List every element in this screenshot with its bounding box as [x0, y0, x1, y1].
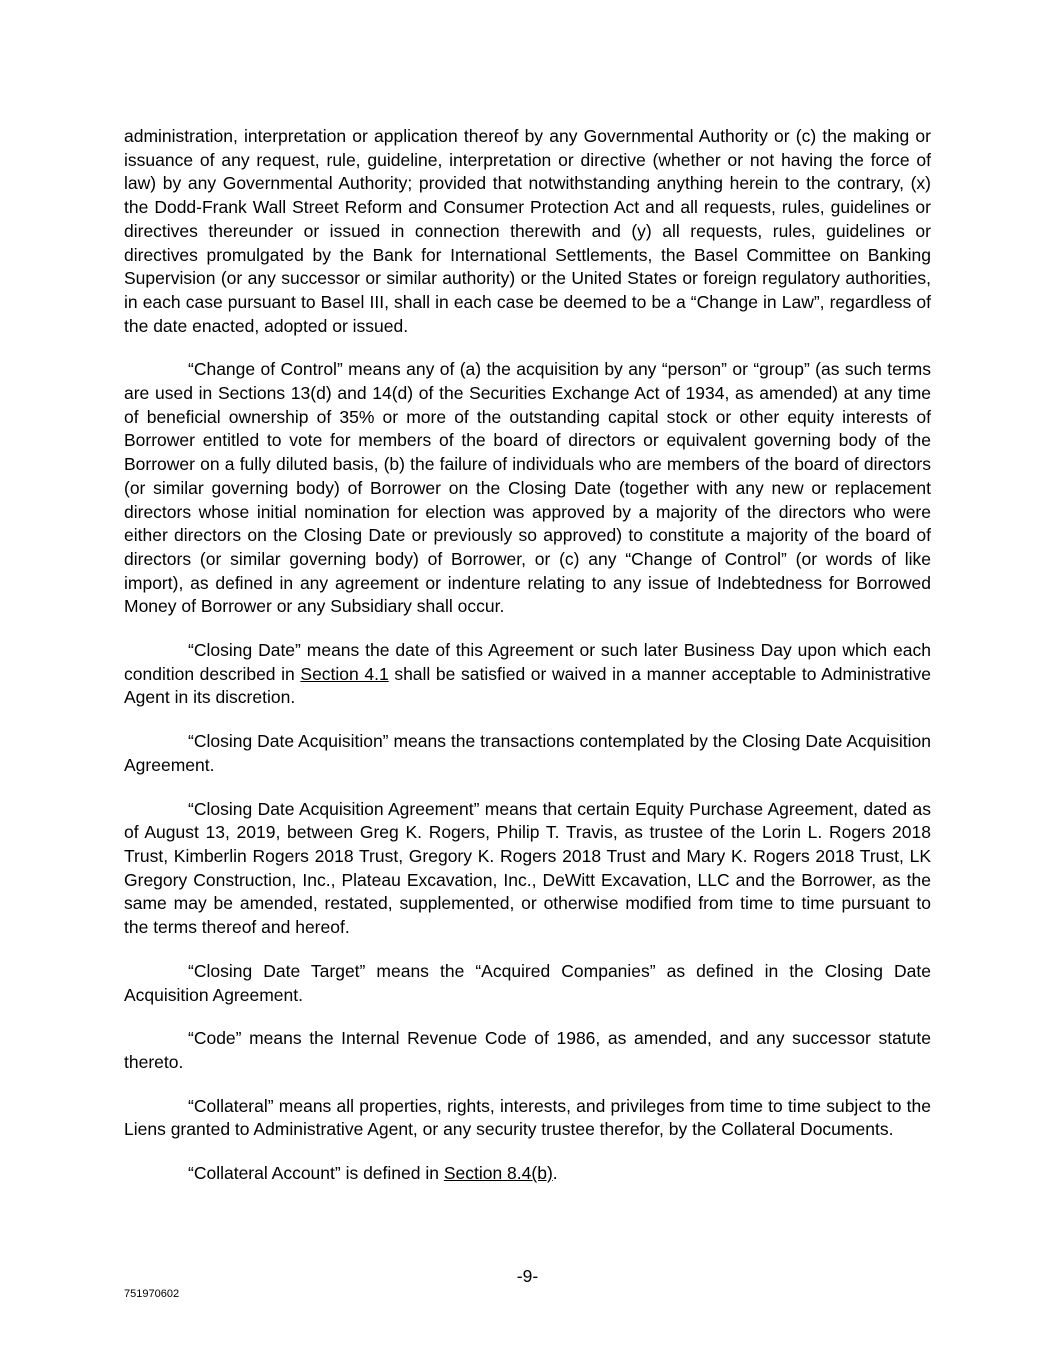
page-body	[124, 125, 931, 1206]
paragraph-closing-date-acquisition-agreement: “Closing Date Acquisition Agreement” means that certain Equity Purchase Agreement, dated as of August 13, 2019, between Greg K. Rogers, Philip T. Travis, as trustee of the Lorin L. Rogers 2018 Trust, Kimberlin Rogers 2018 Trust, Gregory K. Rogers 2018 Trust and Mary K. Rogers 2018 Trust, LK Gregory Construction, Inc., Plateau Excavation, Inc., DeWitt Excavation, LLC and the Borrower, as the same may be amended, restated, supplemented, or otherwise modified from time to time pursuant to the terms thereof and hereof.	[124, 798, 931, 938]
paragraph-collateral-account	[124, 1162, 931, 1186]
closing-date-text-before: “Closing Date” means the date of this Agreement or such later Business Day upon which each condition described in	[124, 640, 931, 684]
section-8-4-b-reference: Section 8.4(b)	[443, 1163, 553, 1184]
paragraph-change-in-law-continued: administration, interpretation or application thereof by any Governmental Authority or (c) the making or issuance of any request, rule, guideline, interpretation or directive (whether or not having the force of law) by any Governmental Authority; provided that notwithstanding anything herein to the contrary, (x) the Dodd-Frank Wall Street Reform and Consumer Protection Act and all requests, rules, guidelines or directives thereunder or issued in connection therewith and (y) all requests, rules, guidelines or directives promulgated by the Bank for International Settlements, the Basel Committee on Banking Supervision (or any successor or similar authority) or the United States or foreign regulatory authorities, in each case pursuant to Basel III, shall in each case be deemed to be a “Change in Law”, regardless of the date enacted, adopted or issued.	[124, 126, 931, 336]
collateral-account-text-before: “Collateral Account” is defined in	[188, 1163, 444, 1184]
paragraph-code: “Code” means the Internal Revenue Code of 1986, as amended, and any successor statute thereto.	[124, 1028, 931, 1072]
paragraph-closing-date-acquisition: “Closing Date Acquisition” means the transactions contemplated by the Closing Date Acquisition Agreement.	[124, 731, 931, 775]
paragraph-change-of-control: “Change of Control” means any of (a) the acquisition by any “person” or “group” (as such terms are used in Sections 13(d) and 14(d) of the Securities Exchange Act of 1934, as amended) at any time of beneficial ownership of 35% or more of the outstanding capital stock or other equity interests of Borrower entitled to vote for members of the board of directors or equivalent governing body of the Borrower on a fully diluted basis, (b) the failure of individuals who are members of the board of directors (or similar governing body) of Borrower on the Closing Date (together with any new or replacement directors whose initial nomination for election was approved by a majority of the directors who were either directors on the Closing Date or previously so approved) to constitute a majority of the board of directors (or similar governing body) of Borrower, or (c) any “Change of Control” (or words of like import), as defined in any agreement or indenture relating to any issue of Indebtedness for Borrowed Money of Borrower or any Subsidiary shall occur.	[124, 359, 931, 617]
paragraph-closing-date	[124, 639, 931, 710]
paragraph-closing-date-target: “Closing Date Target” means the “Acquired Companies” as defined in the Closing Date Acquisition Agreement.	[124, 960, 931, 1005]
document-id: 751970602	[124, 1288, 180, 1300]
collateral-account-text-after: .	[552, 1163, 558, 1184]
section-4-1-reference: Section 4.1	[300, 663, 389, 684]
closing-date-text-after: shall be satisfied or waived in a manner acceptable to Administrative Agent in its discretion.	[124, 663, 931, 708]
page-number: -9-	[516, 1266, 539, 1286]
paragraph-collateral: “Collateral” means all properties, rights, interests, and privileges from time to time subject to the Liens granted to Administrative Agent, or any security trustee therefor, by the Collateral Documents.	[124, 1095, 931, 1140]
